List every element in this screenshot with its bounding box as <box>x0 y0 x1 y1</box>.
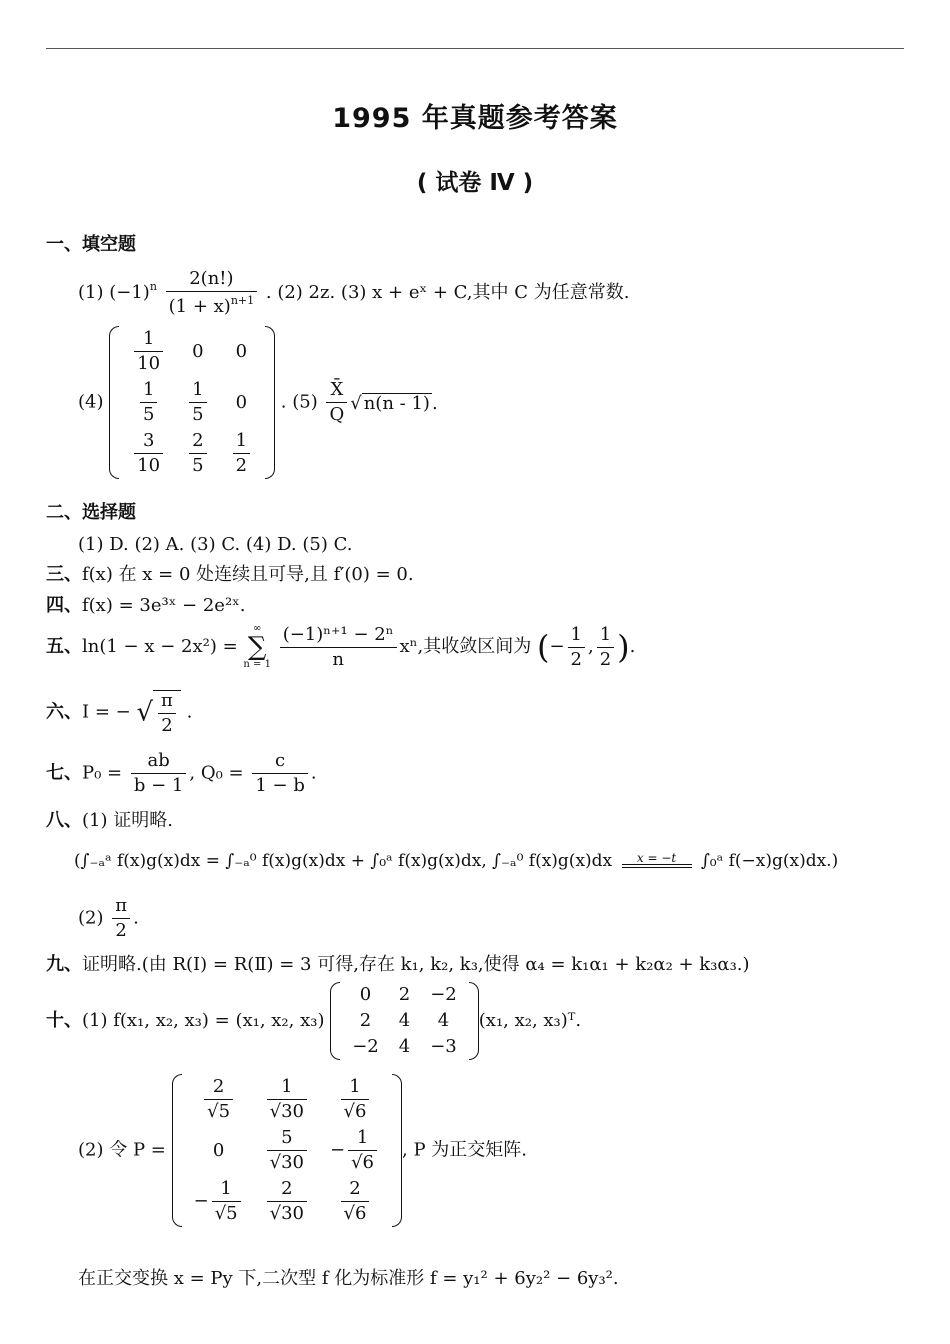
s10-final: 在正交变换 x = Py 下,二次型 f 化为标准形 f = y₁² + 6y₂² − 6y₃². <box>78 1268 619 1289</box>
section-9 <box>46 956 750 974</box>
page-subtitle: ( 试卷 Ⅳ ) <box>416 170 534 196</box>
top-rule <box>46 48 904 49</box>
s5-fraction <box>280 623 397 670</box>
section-7-heading: 七、 <box>46 762 82 784</box>
section-8-heading: 八、 <box>46 810 82 831</box>
section-9-text: 证明略.(由 R(Ⅰ) = R(Ⅱ) = 3 可得,存在 k₁, k₂, k₃,使得 α₄ = k₁α₁ + k₂α₂ + k₃α₃.) <box>82 954 750 975</box>
s1-answers-1-3 <box>78 270 629 316</box>
section-2-heading: 二、选择题 <box>46 502 136 523</box>
a5-label: . (5) <box>280 391 318 413</box>
a1-sign: $(-1)^n$ <box>109 280 157 303</box>
s6-lhs: I = − <box>82 701 131 723</box>
s7-p0: P₀ = <box>82 762 123 784</box>
a4-label: (4) <box>78 391 104 413</box>
page-title: 1995 年真题参考答案 <box>332 103 618 134</box>
section-1-heading: 一、填空题 <box>46 234 136 255</box>
s6-numerator: π <box>158 692 176 714</box>
s5-denominator: n <box>332 648 344 670</box>
section-4-heading: 四、 <box>46 595 82 616</box>
section-5: 五、ln(1 − x − 2x²) = ∞ ∑ n = 1 $\frac{\text{(−1)ⁿ⁺¹ − 2ⁿ}}{n}$ xⁿ,其收敛区间为 (− $\frac{1}{2}$ , $\frac{1}{2}$ ). <box>46 623 636 670</box>
a5-denominator: Q <box>329 404 345 425</box>
section-7: 七、P₀ = $\frac{ab}{b - 1}$ , Q₀ = $\frac{c}{1 - b}$ . <box>46 750 317 796</box>
section-10-part-1 <box>46 982 581 1060</box>
section-10-part-2 <box>78 1074 527 1227</box>
matrix-P: $\frac{2}{√5}$ $\frac{1}{√30}$ $\frac{1}{√6}$ 0 $\frac{5}{√30}$ − $\frac{1}{√6}$ − $\frac{1}{√5}$ $\frac{2}{√30}$ $\frac{2}{√6}$ <box>172 1074 402 1227</box>
section-8 <box>46 812 173 830</box>
s5-numerator: (−1)ⁿ⁺¹ − 2ⁿ <box>280 626 397 648</box>
summation: ∞ ∑ n = 1 <box>243 623 271 670</box>
s2-answers: (1) D. (2) A. (3) C. (4) D. (5) C. <box>78 534 353 555</box>
section-3 <box>46 566 414 584</box>
a1-numerator: 2(n!) <box>166 270 258 292</box>
s8-p1: (1) 证明略. <box>82 810 173 831</box>
matrix-A: 0 2 −2 2 4 4 −2 4 −3 <box>330 982 479 1060</box>
a1-denominator: $(1 + x)^{n+1}$ <box>168 294 255 317</box>
section-6-heading: 六、 <box>46 701 82 723</box>
s10-p2-lhs: (2) 令 P = <box>78 1139 166 1161</box>
s10-p2-rhs: , P 为正交矩阵. <box>402 1139 527 1161</box>
s8-hint: (∫₋ₐᵃ f(x)g(x)dx = ∫₋ₐ⁰ f(x)g(x)dx + ∫₀ᵃ f(x)g(x)dx, ∫₋ₐ⁰ f(x)g(x)dx x = −t ∫₀ᵃ f(−x)g(x)dx.) <box>74 851 839 871</box>
s5-rest: xⁿ,其收敛区间为 <box>399 636 532 657</box>
s6-denominator: 2 <box>161 715 173 736</box>
section-10-heading: 十、 <box>46 1010 82 1031</box>
section-6: 六、I = − √ $\frac{\pi}{2}$ . <box>46 690 193 736</box>
s1-answers-4-5: (4) $\frac{1}{10}$ 0 0 $\frac{1}{5}$ $\frac{1}{5}$ 0 $\frac{3}{10}$ $\frac{2}{5}$ $\frac{1}{2}$ . (5) $\frac{X̄}{Q}$ √ n(n - 1) . <box>78 326 438 479</box>
a1-fraction <box>166 270 258 316</box>
section-3-heading: 三、 <box>46 564 82 585</box>
a1-label: (1) <box>78 282 104 303</box>
matrix-a4: $\frac{1}{10}$ 0 0 $\frac{1}{5}$ $\frac{1}{5}$ 0 $\frac{3}{10}$ $\frac{2}{5}$ $\frac{1}{2}$ <box>109 326 275 479</box>
a5-numerator: X̄ <box>326 381 347 403</box>
s10-lhs: (1) f(x₁, x₂, x₃) = (x₁, x₂, x₃) <box>82 1010 325 1031</box>
s10-rhs: (x₁, x₂, x₃)ᵀ. <box>478 1010 582 1031</box>
section-4-text: f(x) = 3e³ˣ − 2e²ˣ. <box>82 595 246 616</box>
section-4 <box>46 597 246 615</box>
s5-lhs: ln(1 − x − 2x²) = <box>82 636 238 657</box>
section-3-text: f(x) 在 x = 0 处连续且可导,且 f′(0) = 0. <box>82 564 414 585</box>
section-9-heading: 九、 <box>46 954 82 975</box>
section-5-heading: 五、 <box>46 636 82 657</box>
s8-p2: (2) $\frac{\pi}{2}$ . <box>78 895 139 941</box>
a5-radicand: n(n - 1) <box>363 392 430 414</box>
a5-fraction <box>326 381 347 424</box>
a2-a3-text: . (2) 2z. (3) x + eˣ + C,其中 C 为任意常数. <box>265 282 630 303</box>
